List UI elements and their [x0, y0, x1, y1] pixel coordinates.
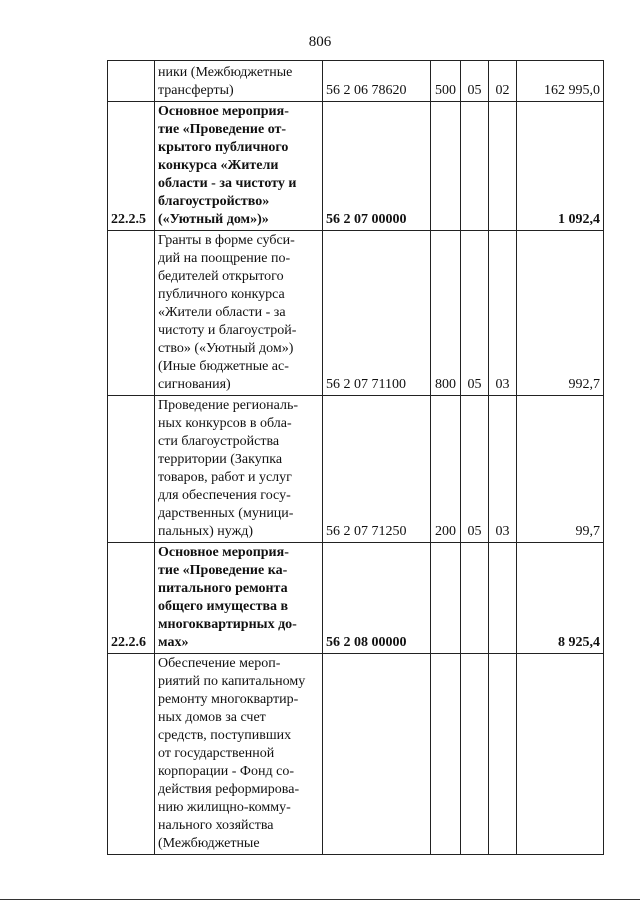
row-section: 05 [461, 396, 489, 543]
row-name-line: территории (Закупка [158, 452, 283, 467]
row-expense-type: 500 [431, 61, 461, 102]
row-section: 05 [461, 231, 489, 396]
row-number [108, 396, 155, 543]
row-name-line: мах» [158, 635, 189, 650]
row-sum: 1 092,4 [517, 102, 604, 231]
row-name-line: от государственной [158, 746, 275, 761]
row-sum: 162 995,0 [517, 61, 604, 102]
row-section [461, 543, 489, 654]
row-name-line: бедителей открытого [158, 269, 284, 284]
row-subsection [489, 654, 517, 855]
table-row [108, 543, 604, 654]
row-subsection [489, 543, 517, 654]
row-expense-type [431, 654, 461, 855]
row-expense-type: 800 [431, 231, 461, 396]
row-sum: 99,7 [517, 396, 604, 543]
row-name-line: Основное мероприя- [158, 545, 289, 560]
row-name-line: («Уютный дом»)» [158, 212, 269, 227]
row-section: 05 [461, 61, 489, 102]
row-name-line: Основное мероприя- [158, 104, 289, 119]
row-code: 56 2 07 71100 [323, 231, 431, 396]
row-number [108, 231, 155, 396]
row-name-line: ники (Межбюджетные [158, 65, 293, 80]
table-row [108, 396, 604, 543]
row-name-line: тие «Проведение от- [158, 122, 287, 137]
row-name-line: нию жилищно-комму- [158, 800, 291, 815]
row-sum [517, 654, 604, 855]
budget-table [107, 60, 604, 855]
row-number [108, 61, 155, 102]
row-expense-type: 200 [431, 396, 461, 543]
row-name [155, 654, 323, 855]
row-name-line: тие «Проведение ка- [158, 563, 288, 578]
row-code: 56 2 06 78620 [323, 61, 431, 102]
budget-table-body [108, 61, 604, 855]
page-number: 806 [308, 34, 332, 50]
row-name-line: питального ремонта [158, 581, 288, 596]
row-name [155, 396, 323, 543]
row-number: 22.2.6 [108, 543, 155, 654]
table-row [108, 61, 604, 102]
row-expense-type [431, 543, 461, 654]
row-name-line: ных домов за счет [158, 710, 266, 725]
table-row [108, 654, 604, 855]
row-name-line: Гранты в форме субси- [158, 233, 295, 248]
row-subsection: 03 [489, 396, 517, 543]
scan-edge-line [0, 899, 640, 900]
row-name [155, 543, 323, 654]
row-subsection: 02 [489, 61, 517, 102]
row-name-line: для обеспечения госу- [158, 488, 291, 503]
row-number: 22.2.5 [108, 102, 155, 231]
row-name-line: (Иные бюджетные ас- [158, 359, 289, 374]
row-sum: 992,7 [517, 231, 604, 396]
row-number [108, 654, 155, 855]
row-sum: 8 925,4 [517, 543, 604, 654]
row-name-line: (Межбюджетные [158, 836, 260, 851]
row-name-line: ных конкурсов в обла- [158, 416, 292, 431]
row-name-line: Проведение региональ- [158, 398, 299, 413]
row-name-line: крытого публичного [158, 140, 289, 155]
row-name-line: области - за чистоту и [158, 176, 297, 191]
row-subsection: 03 [489, 231, 517, 396]
row-name-line: дий на поощрение по- [158, 251, 291, 266]
table-row [108, 231, 604, 396]
row-subsection [489, 102, 517, 231]
table-row [108, 102, 604, 231]
row-name-line: сигнования) [158, 377, 231, 392]
row-name-line: чистоту и благоустрой- [158, 323, 297, 338]
row-name-line: многоквартирных до- [158, 617, 297, 632]
row-name-line: средств, поступивших [158, 728, 292, 743]
row-code: 56 2 07 71250 [323, 396, 431, 543]
row-name [155, 231, 323, 396]
row-name-line: дарственных (муници- [158, 506, 294, 521]
row-name-line: корпорации - Фонд со- [158, 764, 294, 779]
row-expense-type [431, 102, 461, 231]
row-name-line: пальных) нужд) [158, 524, 254, 539]
row-name-line: общего имущества в [158, 599, 289, 614]
row-name-line: благоустройство» [158, 194, 270, 209]
row-name-line: ство» («Уютный дом») [158, 341, 294, 356]
row-section [461, 102, 489, 231]
row-name-line: ремонту многоквартир- [158, 692, 299, 707]
row-code: 56 2 08 00000 [323, 543, 431, 654]
row-code [323, 654, 431, 855]
row-name-line: действия реформирова- [158, 782, 300, 797]
row-name-line: товаров, работ и услуг [158, 470, 292, 485]
row-name [155, 102, 323, 231]
row-name-line: публичного конкурса [158, 287, 285, 302]
row-name-line: «Жители области - за [158, 305, 286, 320]
row-name [155, 61, 323, 102]
row-code: 56 2 07 00000 [323, 102, 431, 231]
row-name-line: трансферты) [158, 83, 234, 98]
row-section [461, 654, 489, 855]
row-name-line: риятий по капитальному [158, 674, 306, 689]
row-name-line: Обеспечение мероп- [158, 656, 281, 671]
row-name-line: нального хозяйства [158, 818, 274, 833]
row-name-line: сти благоустройства [158, 434, 280, 449]
row-name-line: конкурса «Жители [158, 158, 279, 173]
